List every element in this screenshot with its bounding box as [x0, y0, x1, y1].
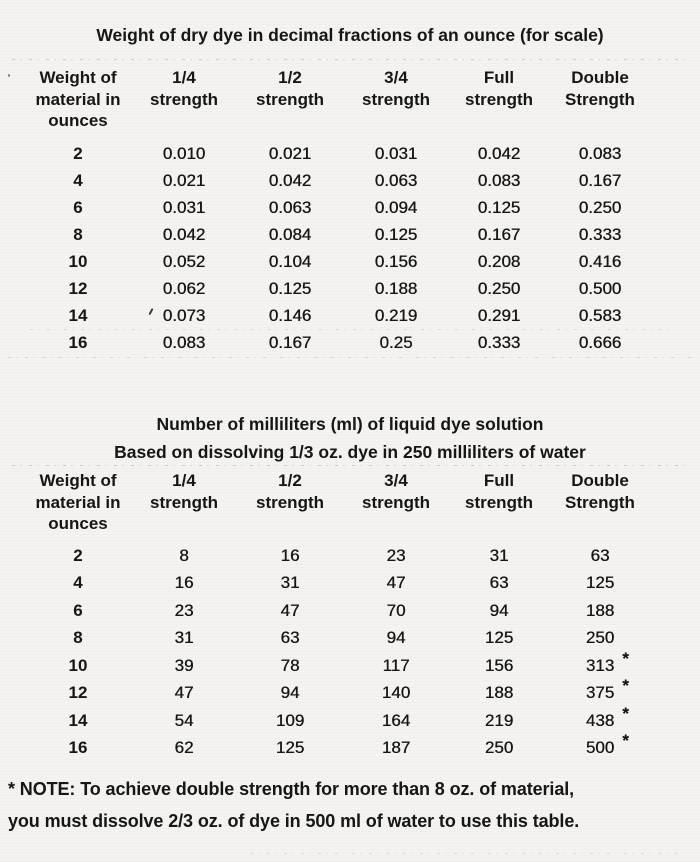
value-cell: 63: [489, 573, 509, 593]
value-cell: 0.219: [374, 305, 418, 325]
value-cell: 0.167: [477, 224, 521, 244]
value-cell: 0.188: [374, 278, 418, 298]
header-line: Double: [571, 68, 629, 87]
value-cell: 23: [386, 545, 406, 565]
value-cell: 0.083: [578, 143, 622, 163]
row-label-ounces: 16: [68, 332, 88, 352]
table2-subtitle: Based on dissolving 1/3 oz. dye in 250 milliliters of water: [114, 442, 586, 462]
value-cell: 0.125: [268, 278, 312, 298]
value-cell: 0.063: [268, 197, 312, 217]
value-cell: 94: [489, 600, 509, 620]
value-cell: 0.021: [268, 143, 312, 163]
table2-title-block: [0, 410, 700, 466]
table1-header-row: [24, 67, 650, 132]
value-cell: 0.052: [162, 251, 206, 271]
table1-title: Weight of dry dye in decimal fractions of an ounce (for scale): [96, 25, 604, 45]
cell-value: 375: [585, 683, 615, 703]
value-cell: 94: [386, 628, 406, 648]
value-cell: 0.167: [578, 170, 622, 190]
value-cell: 47: [174, 683, 194, 703]
table1-body: [24, 140, 650, 356]
scan-artifact-line: [12, 465, 688, 466]
header-line: strength: [362, 89, 430, 109]
footnote-line-2: you must dissolve 2/3 oz. of dye in 500 ml of water to use this table.: [8, 811, 580, 831]
row-label-ounces: 2: [73, 545, 83, 565]
row-label-ounces: 6: [73, 600, 83, 620]
cell-value: 500: [585, 738, 615, 758]
value-cell: 23: [174, 600, 194, 620]
value-cell: 63: [280, 628, 300, 648]
table2-header-row: [24, 470, 650, 535]
header-line: strength: [465, 89, 533, 109]
value-cell: 54: [174, 710, 194, 730]
value-cell: [550, 597, 650, 625]
column-header-three-quarter-strength: [344, 470, 448, 535]
asterisk-marker: *: [622, 648, 629, 668]
value-cell: [550, 625, 650, 653]
column-header-material: [24, 67, 132, 132]
header-line: strength: [150, 492, 218, 512]
header-line: 3/4: [384, 68, 408, 87]
column-header-double-strength: [550, 67, 650, 132]
column-header-three-quarter-strength: [344, 67, 448, 132]
header-line: Double: [571, 471, 629, 490]
value-cell: 0.25: [379, 332, 413, 352]
value-cell: 78: [280, 655, 300, 675]
value-cell: 0.021: [162, 170, 206, 190]
column-header-half-strength: [236, 67, 344, 132]
value-cell: 187: [381, 738, 411, 758]
value-cell: [550, 703, 650, 735]
value-cell: 0.125: [374, 224, 418, 244]
value-cell: 125: [484, 628, 514, 648]
value-cell: 31: [174, 628, 194, 648]
value-cell: 0.083: [162, 332, 206, 352]
asterisk-marker: *: [622, 703, 629, 723]
value-cell: 0.583: [578, 305, 622, 325]
header-line: strength: [256, 492, 324, 512]
value-cell: 117: [382, 655, 410, 675]
row-label-ounces: 14: [68, 305, 88, 325]
value-cell: 0.084: [268, 224, 312, 244]
value-cell: 156: [484, 655, 514, 675]
value-cell: 0.063: [374, 170, 418, 190]
value-cell: 0.042: [268, 170, 312, 190]
row-label-ounces: 10: [68, 251, 88, 271]
value-cell: 0.104: [268, 251, 312, 271]
value-cell: 109: [275, 710, 305, 730]
header-line: Full: [483, 471, 515, 490]
footnote-line-1: * NOTE: To achieve double strength for more than 8 oz. of material,: [8, 779, 575, 799]
header-line: material in: [35, 89, 121, 109]
value-cell: [550, 542, 650, 570]
asterisk-marker: *: [622, 731, 629, 751]
row-label-ounces: 4: [73, 573, 83, 593]
asterisk-marker: *: [622, 676, 629, 696]
value-cell: 0.125: [477, 197, 521, 217]
cell-value: 125: [585, 573, 615, 593]
header-line: 1/2: [278, 68, 302, 87]
header-line: Strength: [565, 492, 635, 512]
value-cell: 47: [386, 573, 406, 593]
scan-speck: [8, 74, 10, 77]
value-cell: [550, 676, 650, 708]
column-header-quarter-strength: [132, 470, 236, 535]
value-cell: 0.073: [162, 305, 206, 325]
value-cell: 0.146: [268, 305, 312, 325]
value-cell: 0.666: [578, 332, 622, 352]
value-cell: 0.208: [477, 251, 521, 271]
value-cell: 0.062: [162, 278, 206, 298]
value-cell: 0.010: [162, 143, 206, 163]
scan-artifact-line: [30, 329, 670, 330]
value-cell: 0.333: [578, 224, 622, 244]
header-line: Strength: [565, 89, 635, 109]
row-label-ounces: 12: [68, 278, 88, 298]
value-cell: 0.031: [162, 197, 206, 217]
column-header-material: [24, 470, 132, 535]
value-cell: 0.167: [268, 332, 312, 352]
value-cell: 0.250: [477, 278, 521, 298]
header-line: 1/2: [278, 471, 302, 490]
row-label-ounces: 6: [73, 197, 83, 217]
row-label-ounces: 16: [68, 738, 88, 758]
header-line: strength: [362, 492, 430, 512]
footnote: [8, 773, 698, 837]
table2-body: [24, 542, 650, 762]
header-line: strength: [256, 89, 324, 109]
header-line: strength: [465, 492, 533, 512]
header-line: strength: [150, 89, 218, 109]
header-line: 1/4: [172, 68, 196, 87]
row-label-ounces: 4: [73, 170, 83, 190]
header-line: Weight of: [39, 471, 117, 490]
value-cell: 125: [275, 738, 305, 758]
cell-value: 63: [590, 545, 610, 565]
value-cell: 47: [280, 600, 300, 620]
column-header-full-strength: [448, 470, 550, 535]
value-cell: 0.291: [477, 305, 521, 325]
column-header-full-strength: [448, 67, 550, 132]
value-cell: 70: [386, 600, 406, 620]
value-cell: 0.156: [374, 251, 418, 271]
value-cell: 0.042: [477, 143, 521, 163]
cell-value: 250: [585, 628, 615, 648]
value-cell: 31: [489, 545, 509, 565]
value-cell: 140: [381, 683, 411, 703]
value-cell: 94: [280, 683, 300, 703]
column-header-quarter-strength: [132, 67, 236, 132]
value-cell: 16: [280, 545, 300, 565]
table2-title: Number of milliliters (ml) of liquid dye solution: [156, 414, 544, 434]
scan-artifact-line: [12, 59, 688, 60]
header-line: ounces: [48, 514, 108, 533]
value-cell: 0.500: [578, 278, 622, 298]
value-cell: [550, 570, 650, 598]
cell-value: 438: [585, 710, 615, 730]
header-line: 1/4: [172, 471, 196, 490]
value-cell: 8: [179, 545, 189, 565]
value-cell: 0.416: [578, 251, 622, 271]
row-label-ounces: 12: [68, 683, 88, 703]
value-cell: 0.083: [477, 170, 521, 190]
column-header-double-strength: [550, 470, 650, 535]
value-cell: 0.042: [162, 224, 206, 244]
header-line: ounces: [48, 111, 108, 130]
row-label-ounces: 8: [73, 628, 83, 648]
header-line: 3/4: [384, 471, 408, 490]
value-cell: 62: [174, 738, 194, 758]
value-cell: 250: [484, 738, 514, 758]
value-cell: 0.333: [477, 332, 521, 352]
row-label-ounces: 2: [73, 143, 83, 163]
header-line: Full: [483, 68, 515, 87]
value-cell: 31: [280, 573, 300, 593]
column-header-half-strength: [236, 470, 344, 535]
row-label-ounces: 8: [73, 224, 83, 244]
value-cell: 0.031: [374, 143, 418, 163]
value-cell: 188: [484, 683, 514, 703]
value-cell: 164: [381, 710, 411, 730]
header-line: material in: [35, 492, 121, 512]
value-cell: 219: [484, 710, 514, 730]
cell-value: 188: [585, 600, 615, 620]
value-cell: 39: [174, 655, 194, 675]
header-line: Weight of: [39, 68, 117, 87]
row-label-ounces: 14: [68, 710, 88, 730]
value-cell: 0.094: [374, 197, 418, 217]
row-label-ounces: 10: [68, 655, 88, 675]
value-cell: 16: [174, 573, 194, 593]
value-cell: [550, 731, 650, 763]
value-cell: [550, 648, 650, 680]
scan-artifact-line: [8, 357, 694, 358]
cell-value: 313: [585, 655, 615, 675]
value-cell: 0.250: [578, 197, 622, 217]
scan-artifact-line: [250, 853, 680, 854]
